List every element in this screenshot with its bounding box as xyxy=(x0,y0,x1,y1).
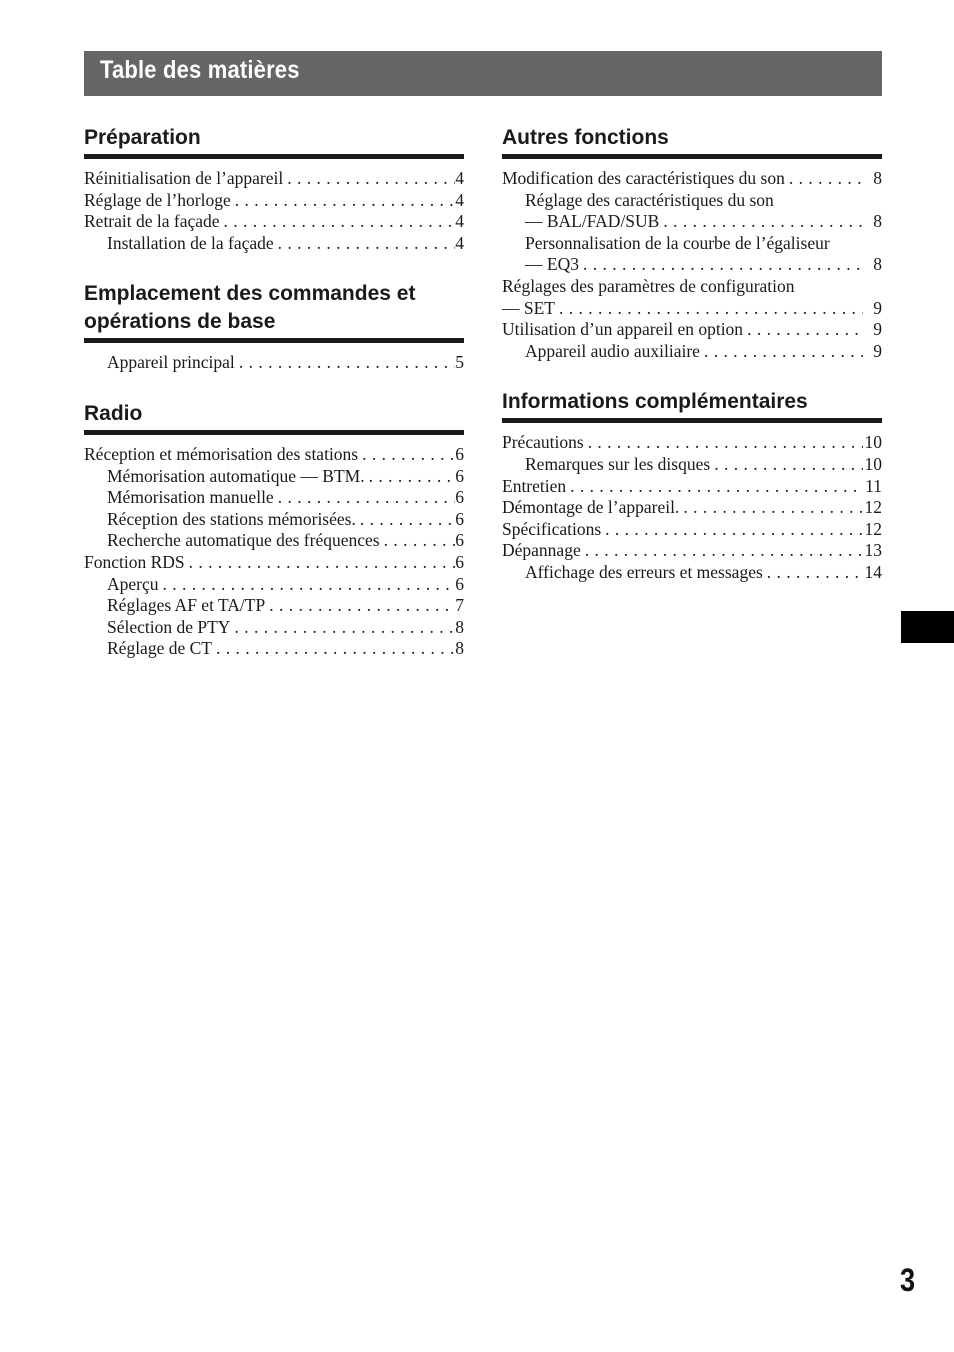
toc-entry-title: Retrait de la façade xyxy=(84,211,220,232)
toc-entry-title: Mémorisation manuelle xyxy=(107,487,274,508)
toc-entry-title: Dépannage xyxy=(502,540,581,561)
toc-entry-title: Fonction RDS xyxy=(84,551,185,572)
dot-leader xyxy=(274,487,456,509)
dot-leader xyxy=(710,454,863,476)
toc-entry-title: — EQ3 xyxy=(525,254,579,275)
toc-entry-page: 6 xyxy=(455,573,464,594)
toc-entry[interactable] xyxy=(502,454,882,476)
dot-leader xyxy=(274,233,456,255)
toc-entry-title: Modification des caractéristiques du son xyxy=(502,168,785,188)
toc-entry[interactable] xyxy=(84,509,464,531)
dot-leader xyxy=(159,574,456,596)
toc-entry-page: 5 xyxy=(455,352,464,373)
dot-leader xyxy=(235,352,455,374)
toc-entry[interactable] xyxy=(84,552,464,574)
dot-leader xyxy=(555,298,863,320)
toc-entry-page: 4 xyxy=(455,189,464,210)
dot-leader xyxy=(356,509,455,531)
toc-entry[interactable] xyxy=(502,432,882,454)
toc-entry[interactable] xyxy=(84,595,464,617)
toc-entry-title: — BAL/FAD/SUB xyxy=(525,211,660,232)
toc-entry-title: Démontage de l’appareil. xyxy=(502,497,680,518)
toc-entry-page: 13 xyxy=(864,540,882,561)
toc-section xyxy=(502,124,882,362)
toc-entry[interactable] xyxy=(84,190,464,212)
toc-entry-page: 6 xyxy=(455,443,464,464)
toc-entry-title: Appareil principal xyxy=(107,352,235,373)
toc-entry[interactable] xyxy=(84,352,464,374)
dot-leader xyxy=(579,254,863,276)
toc-entry[interactable] xyxy=(84,211,464,233)
toc-entry[interactable] xyxy=(502,276,882,298)
section-heading: Radio xyxy=(84,400,464,435)
toc-entry[interactable] xyxy=(84,530,464,552)
toc-entry-page: 9 xyxy=(873,319,882,340)
toc-entry-title: Réglage des caractéristiques du son xyxy=(525,189,774,210)
toc-entry[interactable] xyxy=(502,319,882,341)
toc-entry[interactable] xyxy=(84,233,464,255)
toc-entry-title: Remarques sur les disques xyxy=(525,453,711,474)
toc-entry-title: Réception et mémorisation des stations xyxy=(84,443,359,464)
page-number: 3 xyxy=(900,1262,916,1298)
toc-section xyxy=(84,280,464,374)
toc-entry[interactable] xyxy=(502,190,882,212)
toc-entry[interactable] xyxy=(502,562,882,584)
toc-entry-title: Réglages AF et TA/TP xyxy=(107,595,266,616)
toc-entry[interactable] xyxy=(84,638,464,660)
toc-entry[interactable] xyxy=(84,168,464,190)
toc-entry-title: Réception des stations mémorisées. xyxy=(107,508,356,529)
toc-entry-title: Recherche automatique des fréquences xyxy=(107,530,380,551)
toc-entry[interactable] xyxy=(502,476,882,498)
toc-entry[interactable] xyxy=(502,298,882,320)
dot-leader xyxy=(230,617,455,639)
toc-right-column xyxy=(502,124,882,610)
toc-entry[interactable] xyxy=(84,466,464,488)
toc-entry-page: 11 xyxy=(865,475,882,496)
dot-leader xyxy=(212,638,455,660)
toc-entry-title: — SET xyxy=(502,297,555,318)
toc-entry-page: 12 xyxy=(864,518,882,539)
toc-entry-page: 8 xyxy=(455,638,464,659)
toc-entry-page: 8 xyxy=(455,616,464,637)
dot-leader xyxy=(785,168,863,190)
dot-leader xyxy=(265,595,455,617)
toc-entry-page: 4 xyxy=(455,232,464,253)
toc-entry[interactable] xyxy=(84,444,464,466)
toc-entry-page: 6 xyxy=(455,465,464,486)
dot-leader xyxy=(566,476,863,498)
toc-entry[interactable] xyxy=(502,519,882,541)
toc-entry-title: Installation de la façade xyxy=(107,232,274,253)
dot-leader xyxy=(584,432,863,454)
toc-entry[interactable] xyxy=(84,487,464,509)
toc-entry-page: 10 xyxy=(864,432,882,453)
toc-entry-page: 6 xyxy=(455,551,464,572)
toc-entry-page: 8 xyxy=(873,168,882,188)
section-heading: Autres fonctions xyxy=(502,124,882,159)
toc-entry[interactable] xyxy=(502,540,882,562)
toc-entry-page: 9 xyxy=(873,340,882,361)
dot-leader xyxy=(763,562,863,584)
toc-entry-title: Sélection de PTY xyxy=(107,616,231,637)
dot-leader xyxy=(185,552,456,574)
toc-entry[interactable] xyxy=(502,211,882,233)
dot-leader xyxy=(358,444,455,466)
page-title: Table des matières xyxy=(100,56,300,84)
toc-entry[interactable] xyxy=(502,168,882,190)
toc-left-column xyxy=(84,124,464,686)
dot-leader xyxy=(601,519,863,541)
toc-entry-title: Mémorisation automatique — BTM. xyxy=(107,465,365,486)
toc-section xyxy=(84,400,464,660)
toc-entry[interactable] xyxy=(84,574,464,596)
section-heading: Emplacement des commandes et opérations de base xyxy=(84,280,464,343)
toc-entry-title: Affichage des erreurs et messages xyxy=(525,561,763,582)
toc-entry-title: Réinitialisation de l’appareil xyxy=(84,168,284,188)
page-title-bar xyxy=(84,51,882,96)
toc-entry-page: 6 xyxy=(455,487,464,508)
toc-entry-title: Appareil audio auxiliaire xyxy=(525,340,700,361)
language-tab-marker xyxy=(901,611,954,643)
toc-entry[interactable] xyxy=(502,254,882,276)
dot-leader xyxy=(659,211,863,233)
dot-leader xyxy=(700,341,863,363)
section-heading: Préparation xyxy=(84,124,464,159)
section-heading: Informations complémentaires xyxy=(502,388,882,423)
toc-entry-page: 14 xyxy=(864,561,882,582)
toc-entry-page: 8 xyxy=(873,211,882,232)
toc-entry[interactable] xyxy=(502,233,882,255)
toc-entry-title: Utilisation d’un appareil en option xyxy=(502,319,744,340)
toc-entry-page: 4 xyxy=(455,168,464,188)
toc-entry-page: 6 xyxy=(455,530,464,551)
toc-entry-title: Aperçu xyxy=(107,573,159,594)
toc-entry-page: 10 xyxy=(864,453,882,474)
toc-entry-page: 7 xyxy=(455,595,464,616)
toc-entry[interactable] xyxy=(502,497,882,519)
toc-entry-title: Spécifications xyxy=(502,518,602,539)
toc-entry-title: Entretien xyxy=(502,475,567,496)
toc-entry-page: 12 xyxy=(864,497,882,518)
toc-entry-title: Réglages des paramètres de configuration xyxy=(502,275,795,296)
dot-leader xyxy=(679,497,863,519)
toc-entry-title: Réglage de l’horloge xyxy=(84,189,231,210)
toc-entry-page: 6 xyxy=(455,508,464,529)
toc-entry-title: Personnalisation de la courbe de l’égaliseur xyxy=(525,232,830,253)
dot-leader xyxy=(365,466,456,488)
dot-leader xyxy=(231,190,455,212)
toc-entry-title: Précautions xyxy=(502,432,584,453)
toc-entry[interactable] xyxy=(84,617,464,639)
toc-entry[interactable] xyxy=(502,341,882,363)
toc-entry-title: Réglage de CT xyxy=(107,638,212,659)
toc-section xyxy=(502,388,882,583)
dot-leader xyxy=(220,211,456,233)
toc-entry-page: 8 xyxy=(873,254,882,275)
toc-entry-page: 9 xyxy=(873,297,882,318)
toc-entry-page: 4 xyxy=(455,211,464,232)
dot-leader xyxy=(743,319,863,341)
dot-leader xyxy=(283,168,455,190)
dot-leader xyxy=(581,540,863,562)
dot-leader xyxy=(380,530,456,552)
toc-section xyxy=(84,124,464,254)
